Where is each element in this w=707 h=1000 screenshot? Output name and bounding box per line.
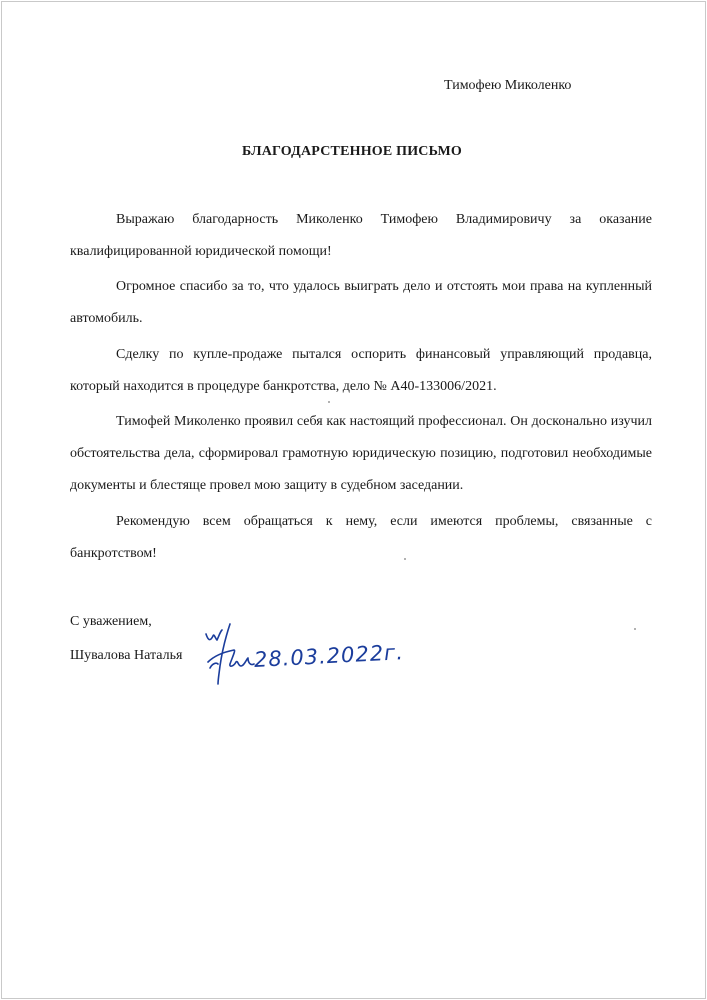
handwritten-signature <box>200 620 260 686</box>
paragraph-thanks: Огромное спасибо за то, что удалось выиграть дело и отстоять мои права на купленный автомобиль. <box>70 279 652 326</box>
paragraph-gratitude: Выражаю благодарность Миколенко Тимофею Владимировичу за оказание квалифицированной юридической помощи! <box>70 212 652 259</box>
signer-name: Шувалова Наталья <box>70 648 183 663</box>
closing-phrase: С уважением, <box>70 614 152 629</box>
paragraph-case: Сделку по купле-продаже пытался оспорить финансовый управляющий продавца, который находится в процедуре банкротства, дело № А40-133006/2021. <box>70 347 652 394</box>
paragraph-recommendation: Рекомендую всем обращаться к нему, если имеются проблемы, связанные с банкротством! <box>70 514 652 561</box>
scan-speck <box>404 558 406 560</box>
handwritten-date: 28.03.2022г. <box>253 640 405 672</box>
letter-page <box>1 1 706 999</box>
letter-title: БЛАГОДАРСТЕННОЕ ПИСЬМО <box>241 144 463 159</box>
scan-speck <box>328 401 330 403</box>
paragraph-professional: Тимофей Миколенко проявил себя как настоящий профессионал. Он досконально изучил обстоятельства дела, сформировал грамотную юридическую позицию, подготовил необходимые документы и блестяще провел мою защиту в судебном заседании. <box>70 414 652 493</box>
scan-speck <box>634 628 636 630</box>
addressee: Тимофею Миколенко <box>444 78 572 93</box>
